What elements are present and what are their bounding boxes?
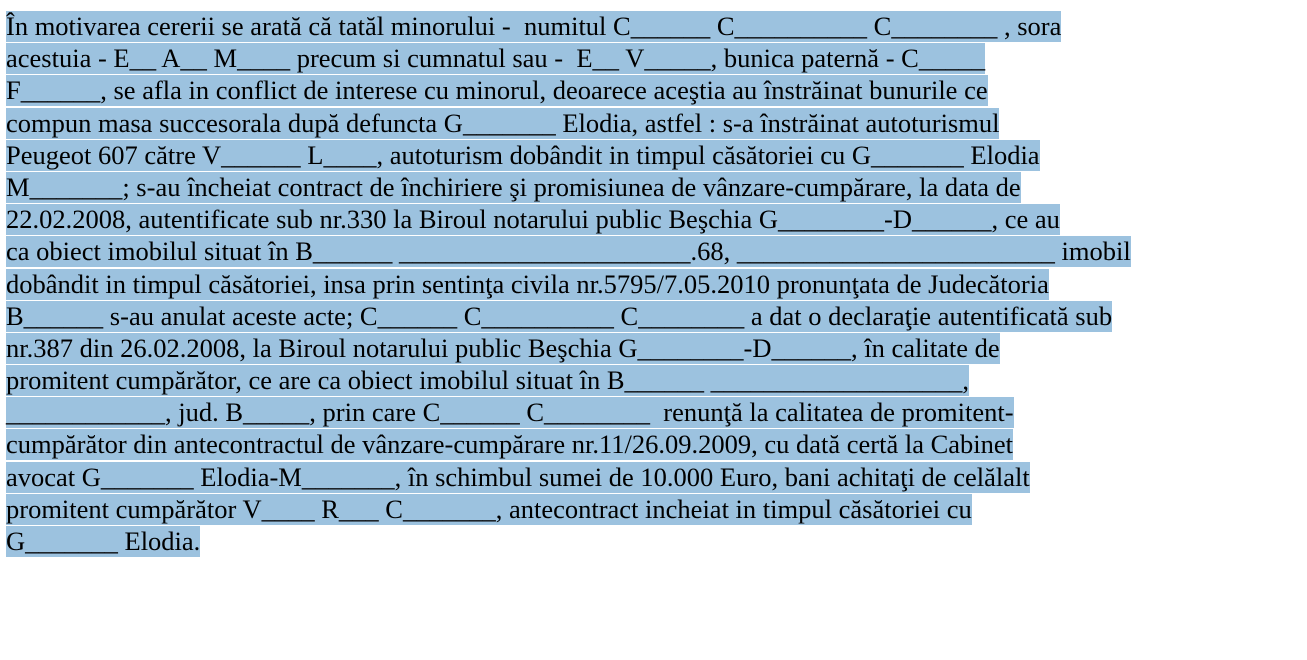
selected-text[interactable]: ca obiect imobilul situat în B______ ______________________.68, ________________________ imobil <box>6 236 1131 267</box>
selected-text[interactable]: cumpărător din antecontractul de vânzare-cumpărare nr.11/26.09.2009, cu dată certă la Cabinet <box>6 429 1014 460</box>
text-line <box>6 107 1306 139</box>
text-line <box>6 461 1306 493</box>
text-line <box>6 364 1306 396</box>
text-line <box>6 493 1306 525</box>
text-line <box>6 525 1306 557</box>
text-line <box>6 203 1306 235</box>
text-line <box>6 428 1306 460</box>
selected-text[interactable]: G_______ Elodia. <box>6 526 201 556</box>
selected-text[interactable]: acestuia - E__ A__ M____ precum si cumnatul sau - E__ V_____, bunica paternă - C_____ <box>6 43 986 74</box>
selected-text[interactable]: Peugeot 607 către V______ L____, autoturism dobândit in timpul căsătoriei cu G_______ Elodia <box>6 139 1040 170</box>
selected-text[interactable]: promitent cumpărător, ce are ca obiect imobilul situat în B______ ___________________, <box>6 365 970 396</box>
selected-text[interactable]: În motivarea cererii se arată că tatăl minorului - numitul C______ C__________ C________ , sora <box>6 11 1062 41</box>
text-line <box>6 268 1306 300</box>
text-line <box>6 300 1306 332</box>
selected-text[interactable]: dobândit in timpul căsătoriei, insa prin sentinţa civila nr.5795/7.05.2010 pronunţata de Judecătoria <box>6 268 1049 299</box>
text-line <box>6 42 1306 74</box>
selected-text[interactable]: B______ s-au anulat aceste acte; C______ C__________ C________ a dat o declaraţie autentificată sub <box>6 300 1113 331</box>
text-line <box>6 396 1306 428</box>
text-line <box>6 171 1306 203</box>
selected-text[interactable]: promitent cumpărător V____ R___ C_______, antecontract incheiat in timpul căsătoriei cu <box>6 493 972 524</box>
text-line <box>6 235 1306 267</box>
selected-text[interactable]: M_______; s-au încheiat contract de închiriere şi promisiunea de vânzare-cumpărare, la data de <box>6 171 1021 202</box>
text-line <box>6 10 1306 42</box>
selected-text[interactable]: nr.387 din 26.02.2008, la Biroul notarului public Beşchia G________-D______, în calitate de <box>6 332 1000 363</box>
selected-text[interactable]: 22.02.2008, autentificate sub nr.330 la Biroul notarului public Beşchia G________-D______, ce au <box>6 204 1060 235</box>
text-line <box>6 332 1306 364</box>
text-line <box>6 74 1306 106</box>
selected-text[interactable]: F______, se afla in conflict de interese cu minorul, deoarece aceştia au înstrăinat bunurile ce <box>6 75 988 106</box>
selected-text[interactable]: ____________, jud. B_____, prin care C______ C________ renunţă la calitatea de promitent- <box>6 397 1014 428</box>
text-line <box>6 139 1306 171</box>
selected-text[interactable]: avocat G_______ Elodia-M_______, în schimbul sumei de 10.000 Euro, bani achitaţi de celălalt <box>6 461 1030 492</box>
selected-text[interactable]: compun masa succesorala după defuncta G_______ Elodia, astfel : s-a înstrăinat autoturismul <box>6 107 1000 138</box>
document-body <box>6 10 1306 557</box>
